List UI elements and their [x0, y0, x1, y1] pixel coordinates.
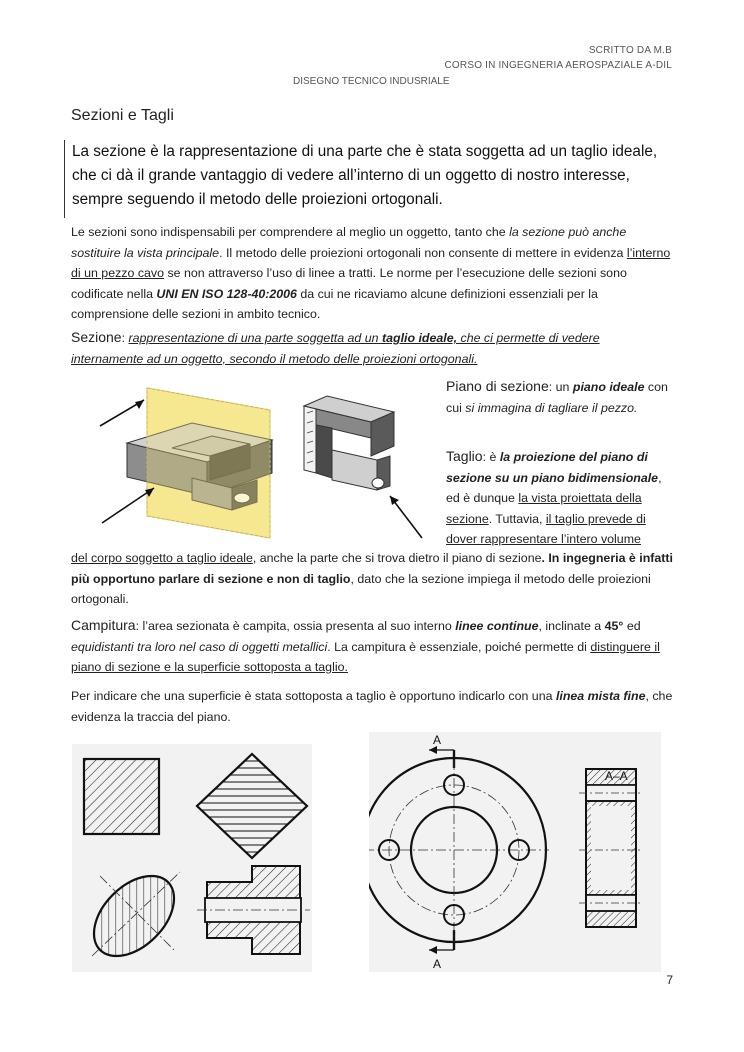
section-view-figure [369, 732, 661, 972]
header-course: CORSO IN INGEGNERIA AEROSPAZIALE A-DIL [444, 60, 672, 71]
header-author: SCRITTO DA M.B [588, 45, 672, 56]
section-plane-figure [72, 378, 432, 548]
sezione-definition: Sezione: rappresentazione di una parte soggetta ad un taglio ideale, che ci permette di vedere internamente ad un oggetto, secondo il metodo delle proiezioni ortogonali. [71, 329, 600, 366]
taglio-definition-start: Taglio: è la proiezione del piano di sezione su un piano bidimensionale, ed è dunque la vista proiettata della sezione. Tuttavia, il taglio prevede di dover rappresentare l’intero volume [446, 448, 662, 546]
piano-definition: Piano di sezione: un piano ideale con cui si immagina di tagliare il pezzo. [446, 378, 668, 415]
header-subject: DISEGNO TECNICO INDUSRIALE [293, 76, 450, 87]
intro-quote [64, 140, 685, 218]
paragraph-last: Per indicare che una superficie è stata sottoposta a taglio è opportuno indicarlo con una linea mista fine, che evidenza la traccia del piano. [71, 689, 673, 724]
campitura-definition: Campitura: l’area sezionata è campita, ossia presenta al suo interno linee continue, inclinate a 45° ed equidistanti tra loro nel caso di oggetti metallici. La campitura è essenziale, poiché permette di distinguere il piano di sezione e la superficie sottoposta a taglio. [71, 617, 660, 674]
paragraph-1: Le sezioni sono indispensabili per comprendere al meglio un oggetto, tanto che la sezione può anche sostituire la vista principale. Il metodo delle proiezioni ortogonali non consente di mettere in evidenza l’interno di un pezzo cavo se non attraverso l’uso di linee a tratti. Le norme per l’esecuzione delle sezioni sono codificate nella UNI EN ISO 128-40:2006 da cui ne ricaviamo alcune definizioni essenziali per la comprensione delle sezioni in ambito tecnico. [71, 225, 671, 321]
hatching-examples-figure [72, 744, 312, 972]
page-number: 7 [666, 973, 673, 987]
section-title: Sezioni e Tagli [71, 107, 174, 124]
section-label-top: A [433, 733, 442, 747]
section-label-bottom: A [433, 957, 442, 971]
taglio-definition-end: del corpo soggetto a taglio ideale, anche la parte che si trova dietro il piano di sezione. In ingegneria è infatti più opportuno parlare di sezione e non di taglio, dato che la sezione impiega il metodo delle proiezioni ortogonali. [71, 551, 673, 606]
intro-text: La sezione è la rappresentazione di una parte che è stata soggetta ad un taglio ideale, che ci dà il grande vantaggio di vedere all’interno di un oggetto di nostro interesse, sempre seguendo il metodo delle proiezioni ortogonali. [72, 143, 658, 208]
